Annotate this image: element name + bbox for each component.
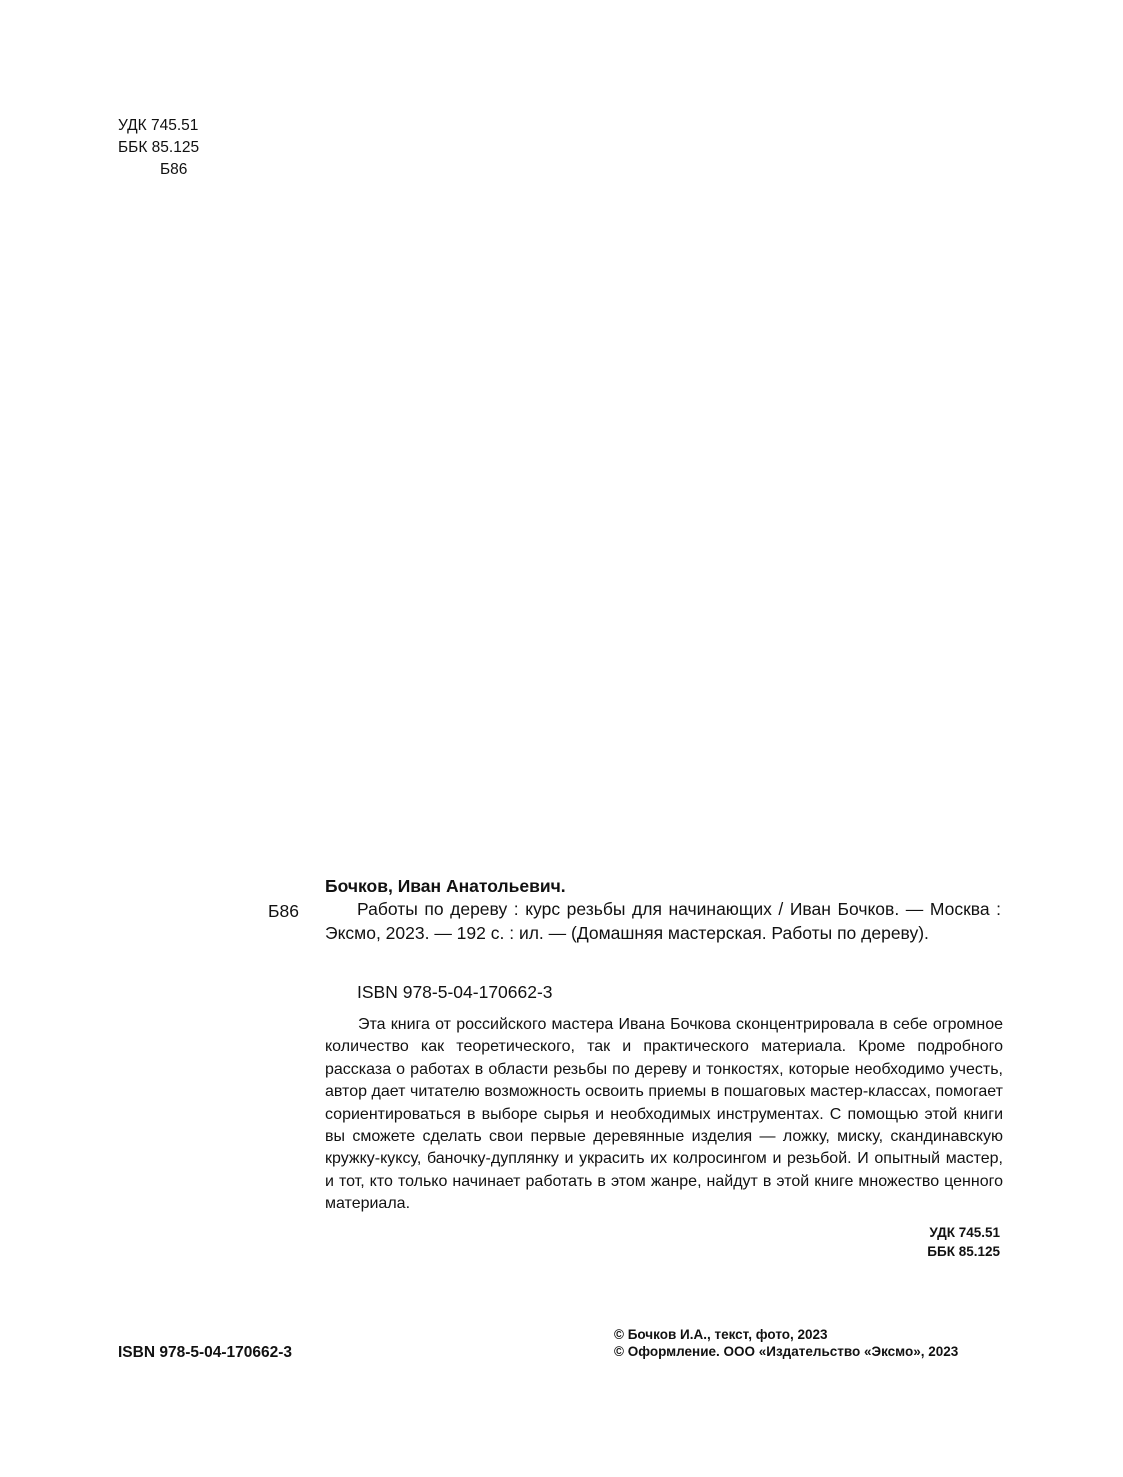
catalog-classification: [800, 1224, 1000, 1261]
catalog-author: Бочков, Иван Анатольевич.: [325, 876, 566, 896]
footer-copyright-design: © Оформление. ООО «Издательство «Эксмо», 2023: [614, 1344, 959, 1359]
header-udk: УДК 745.51: [118, 117, 199, 134]
catalog-description: Работы по дереву : курс резьбы для начинающих / Иван Бочков. — Москва : Эксмо, 2023. — 192 с. : ил. — (Домашняя мастерская. Работы по дереву).: [325, 899, 1001, 944]
catalog-annotation: Эта книга от российского мастера Ивана Бочкова сконцентрировала в себе огромное количество как теоретического, так и практического материала. Кроме подробного рассказа о работах в области резьбы по дереву и тонкостях, которые необходимо учесть, автор дает читателю возможность освоить приемы в пошаговых мастер-классах, помогает сориентироваться в выборе сырья и необходимых инструментах. С помощью этой книги вы сможете сделать свои первые деревянные изделия — ложку, миску, скандинавскую кружку-куксу, баночку-дуплянку и украсить их колросингом и резьбой. И опытный мастер, и тот, кто только начинает работать в этом жанре, найдут в этой книге множество ценного материала.: [325, 1016, 1003, 1213]
header-cutter: Б86: [160, 161, 188, 178]
catalog-bbk: ББК 85.125: [927, 1243, 1000, 1259]
catalog-cutter-mark: Б86: [268, 901, 299, 921]
catalog-isbn: ISBN 978-5-04-170662-3: [357, 982, 553, 1002]
footer-copyright-text: © Бочков И.А., текст, фото, 2023: [614, 1327, 828, 1342]
footer-isbn: ISBN 978-5-04-170662-3: [118, 1344, 293, 1361]
catalog-udk: УДК 745.51: [929, 1225, 1000, 1240]
header-bbk: ББК 85.125: [118, 139, 200, 156]
